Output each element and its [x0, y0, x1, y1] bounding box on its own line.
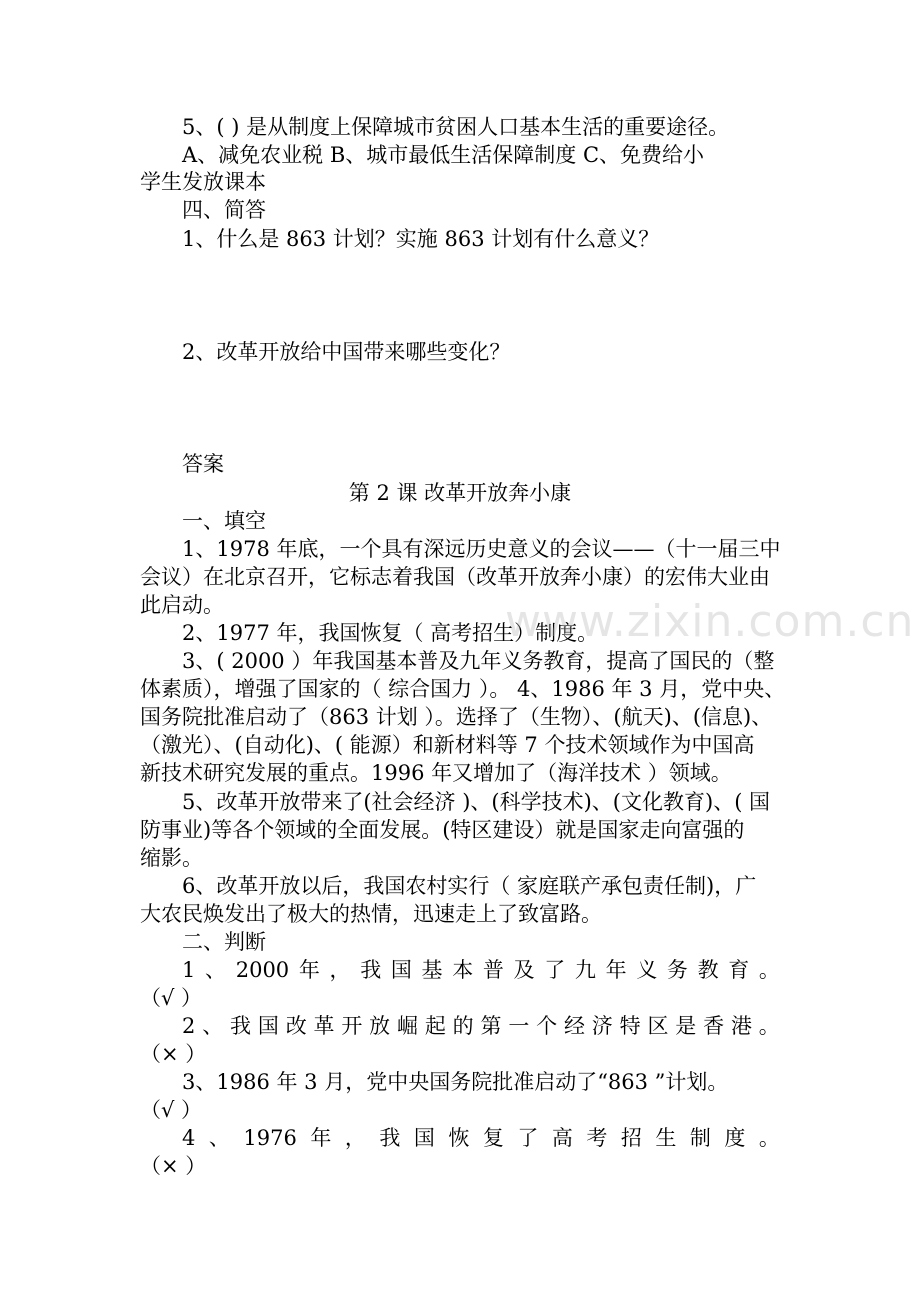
statement-word: ，: [344, 1126, 366, 1150]
statement-word: 放: [369, 1014, 391, 1038]
statement-word: 改: [285, 1014, 307, 1038]
statement-word: 度: [724, 1126, 746, 1150]
statement-word: 港: [730, 1014, 752, 1038]
statement-word: 2000: [235, 958, 290, 982]
statement-word: 个: [536, 1014, 558, 1038]
statement-word: 起: [424, 1014, 446, 1038]
statement-word: 年: [605, 958, 627, 982]
statement-word: 基: [421, 958, 443, 982]
fill-3-line-5: 新技术研究发展的重点。1996 年又增加了（海洋技术 ）领域。: [140, 761, 732, 785]
judge-3-answer: （√ ）: [140, 1098, 203, 1122]
fill-1-line-1: 1、1978 年底，一个具有深远历史意义的会议——（十一届三中: [182, 537, 781, 561]
statement-word: 制: [689, 1126, 711, 1150]
statement-word: 国: [413, 1126, 435, 1150]
statement-word: 考: [586, 1126, 608, 1150]
statement-word: 恢: [448, 1126, 470, 1150]
short-answer-2: 2、改革开放给中国带来哪些变化？: [182, 340, 511, 364]
statement-word: 第: [480, 1014, 502, 1038]
statement-word: 义: [636, 958, 658, 982]
judge-2-statement: [182, 1013, 780, 1040]
statement-word: 特: [619, 1014, 641, 1038]
lesson-title: 第 2 课 改革开放奔小康: [348, 481, 572, 505]
statement-word: 1: [182, 958, 196, 982]
statement-word: 开: [341, 1014, 363, 1038]
statement-word: 。: [758, 958, 780, 982]
statement-word: 崛: [397, 1014, 418, 1038]
statement-word: 是: [675, 1014, 697, 1038]
statement-word: 我: [379, 1126, 401, 1150]
statement-word: 我: [360, 958, 382, 982]
judge-2-answer: （× ）: [140, 1042, 207, 1066]
fill-3-line-2: 体素质），增强了国家的（ 综合国力 ）。 4、1986 年 3 月，党中央、: [140, 677, 786, 701]
fill-6-line-2: 大农民焕发出了极大的热情，迅速走上了致富路。: [140, 902, 602, 926]
judge-section-title: 二、判断: [182, 930, 266, 954]
statement-word: 招: [620, 1126, 642, 1150]
statement-word: 。: [758, 1126, 780, 1150]
statement-word: 、: [202, 1014, 224, 1038]
statement-word: 革: [313, 1014, 335, 1038]
fill-3-line-1: 3、( 2000 ）年我国基本普及九年义务教育，提高了国民的（整: [182, 649, 775, 673]
judge-4-statement: [182, 1125, 780, 1152]
fill-5-line-1: 5、改革开放带来了(社会经济 )、(科学技术)、(文化教育)、( 国: [182, 790, 771, 814]
section-4-title: 四、简答: [182, 198, 266, 222]
answers-heading: 答案: [182, 452, 224, 476]
statement-word: 国: [390, 958, 412, 982]
fill-section-title: 一、填空: [182, 509, 266, 533]
statement-word: 普: [482, 958, 504, 982]
fill-5-line-3: 缩影。: [140, 846, 203, 870]
fill-6-line-1: 6、改革开放以后，我国农村实行（ 家庭联产承包责任制)，广: [182, 874, 757, 898]
statement-word: 及: [513, 958, 535, 982]
statement-word: 九: [574, 958, 596, 982]
statement-word: 济: [591, 1014, 613, 1038]
statement-word: 高: [551, 1126, 573, 1150]
statement-word: 年: [298, 958, 320, 982]
statement-word: 育: [728, 958, 750, 982]
statement-word: 务: [666, 958, 688, 982]
statement-word: 1976: [243, 1126, 297, 1150]
statement-word: 生: [655, 1126, 677, 1150]
question-5-options: A、减免农业税 B、城市最低生活保障制度 C、免费给小: [182, 143, 705, 167]
fill-3-line-4: （激光）、(自动化)、( 能源）和新材料等 7 个技术领域作为中国高: [140, 733, 755, 757]
statement-word: 我: [230, 1014, 252, 1038]
short-answer-1: 1、什么是 863 计划？实施 863 计划有什么意义？: [182, 227, 660, 251]
judge-3-statement: 3、1986 年 3 月，党中央国务院批准启动了“863 ”计划。: [182, 1070, 729, 1094]
fill-2: 2、1977 年，我国恢复（ 高考招生）制度。: [182, 621, 599, 645]
question-5-options-continued: 学生发放课本: [140, 170, 266, 194]
fill-5-line-2: 防事业)等各个领域的全面发展。(特区建设）就是国家走向富强的: [140, 818, 745, 842]
statement-word: 了: [544, 958, 566, 982]
judge-1-statement: [182, 957, 780, 984]
statement-word: 、: [205, 958, 227, 982]
statement-word: 一: [508, 1014, 530, 1038]
judge-1-answer: （√ ）: [140, 986, 203, 1010]
statement-word: 区: [647, 1014, 669, 1038]
statement-word: ，: [329, 958, 351, 982]
fill-1-line-2: 会议）在北京召开，它标志着我国（改革开放奔小康）的宏伟大业由: [140, 565, 770, 589]
statement-word: 国: [257, 1014, 279, 1038]
statement-word: 经: [563, 1014, 585, 1038]
statement-word: 复: [482, 1126, 504, 1150]
statement-word: 4: [182, 1126, 196, 1150]
statement-word: 、: [208, 1126, 230, 1150]
question-5-stem: 5、( ) 是从制度上保障城市贫困人口基本生活的重要途径。: [182, 115, 730, 139]
judge-4-answer: （× ）: [140, 1154, 207, 1178]
statement-word: 教: [697, 958, 719, 982]
fill-3-line-3: 国务院批准启动了（863 计划 ）。选择了（生物）、(航天)、(信息)、: [140, 705, 773, 729]
fill-1-line-3: 此启动。: [140, 593, 224, 617]
statement-word: 的: [452, 1014, 474, 1038]
statement-word: 年: [310, 1126, 332, 1150]
watermark: www.zixin.com.cn: [505, 596, 915, 647]
statement-word: 。: [758, 1014, 780, 1038]
statement-word: 了: [517, 1126, 539, 1150]
statement-word: 2: [182, 1014, 196, 1038]
statement-word: 本: [452, 958, 474, 982]
statement-word: 香: [703, 1014, 725, 1038]
